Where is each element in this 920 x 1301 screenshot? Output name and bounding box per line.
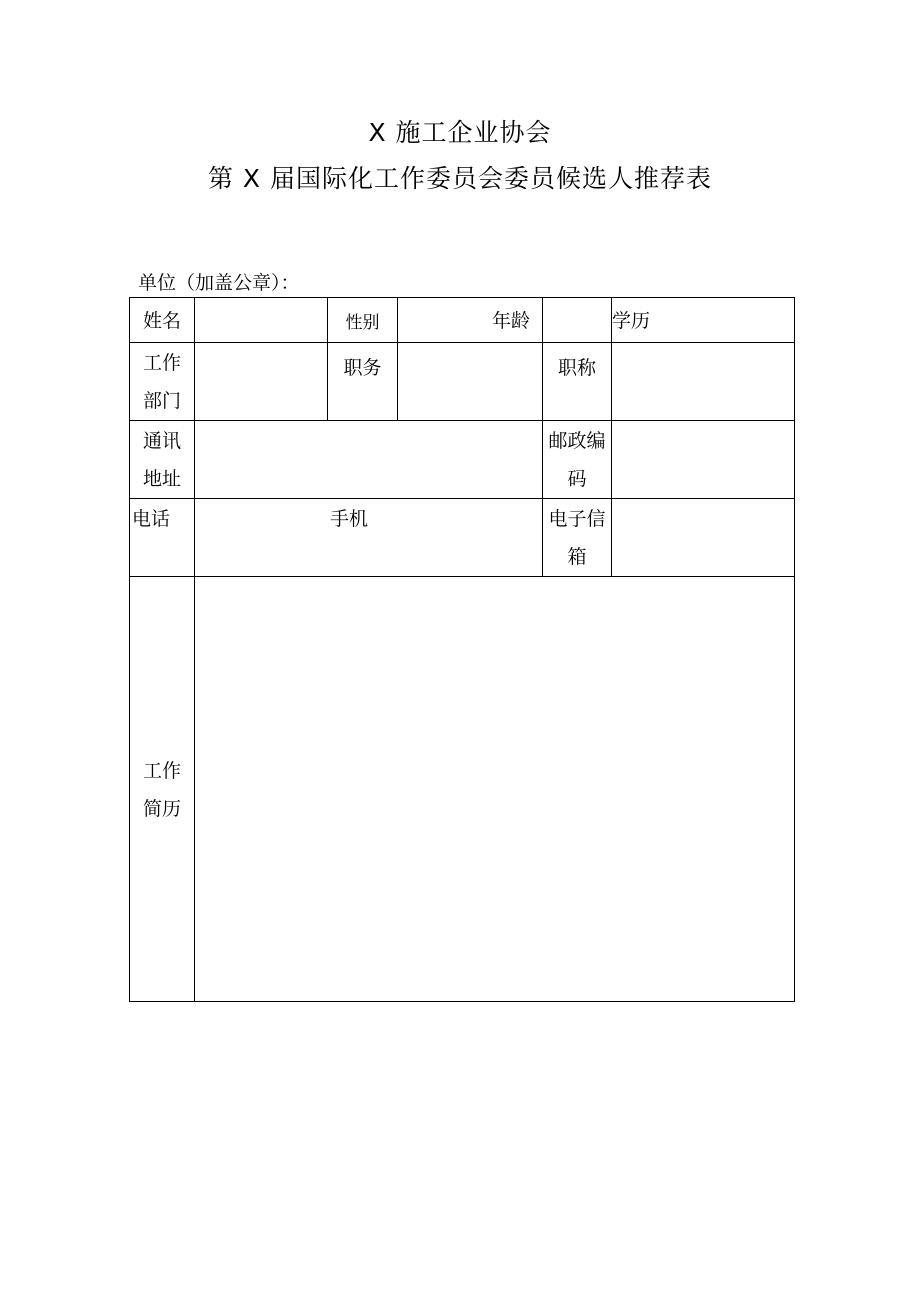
email-label-line-2: 箱 bbox=[567, 546, 587, 568]
position-label: 职务 bbox=[343, 357, 382, 379]
document-title-line-1: X 施工企业协会 bbox=[368, 118, 552, 147]
department-label-line-2: 部门 bbox=[142, 390, 181, 412]
gender-field[interactable] bbox=[398, 298, 543, 343]
resume-label-line-1: 工作 bbox=[142, 759, 181, 782]
mobile-label: 手机 bbox=[330, 508, 369, 530]
form-row-contact bbox=[130, 499, 795, 577]
form-row-address bbox=[130, 421, 795, 499]
title-label-cell bbox=[543, 343, 612, 421]
name-label-cell bbox=[130, 298, 195, 343]
department-label-cell bbox=[130, 343, 195, 421]
age-label: 年龄 bbox=[491, 310, 530, 332]
name-label: 姓名 bbox=[142, 310, 181, 332]
email-label-cell bbox=[543, 499, 612, 577]
document-title-line-2: 第 X 届国际化工作委员会委员候选人推荐表 bbox=[207, 164, 713, 193]
address-label-cell bbox=[130, 421, 195, 499]
unit-seal-label: 单位（加盖公章）： bbox=[138, 272, 300, 294]
phone-field[interactable] bbox=[195, 499, 543, 577]
gender-label-cell bbox=[328, 298, 398, 343]
recommendation-form-table bbox=[129, 297, 795, 1002]
phone-label: 电话 bbox=[132, 508, 171, 530]
email-field[interactable] bbox=[612, 499, 795, 577]
postcode-label-line-1: 邮政编 bbox=[548, 430, 606, 452]
phone-label-cell bbox=[130, 499, 195, 577]
address-label-line-1: 通讯 bbox=[142, 430, 181, 452]
postcode-field[interactable] bbox=[612, 421, 795, 499]
address-field[interactable] bbox=[195, 421, 543, 499]
resume-field[interactable] bbox=[195, 577, 795, 1002]
form-row-department bbox=[130, 343, 795, 421]
form-row-name bbox=[130, 298, 795, 343]
department-label-line-1: 工作 bbox=[142, 352, 181, 374]
postcode-label-line-2: 码 bbox=[567, 468, 587, 490]
department-field[interactable] bbox=[195, 343, 328, 421]
position-field[interactable] bbox=[398, 343, 543, 421]
email-label-line-1: 电子信 bbox=[548, 508, 606, 530]
form-row-resume bbox=[130, 577, 795, 1002]
postcode-label-cell bbox=[543, 421, 612, 499]
resume-label-cell bbox=[130, 577, 195, 1002]
education-label: 学历 bbox=[612, 310, 651, 332]
gender-label: 性别 bbox=[345, 313, 380, 333]
age-field[interactable] bbox=[543, 298, 612, 343]
professional-title-field[interactable] bbox=[612, 343, 795, 421]
address-label-line-2: 地址 bbox=[142, 468, 181, 490]
education-label-cell bbox=[612, 298, 795, 343]
name-field[interactable] bbox=[195, 298, 328, 343]
resume-label-line-2: 简历 bbox=[142, 797, 181, 820]
position-label-cell bbox=[328, 343, 398, 421]
professional-title-label: 职称 bbox=[557, 357, 596, 379]
